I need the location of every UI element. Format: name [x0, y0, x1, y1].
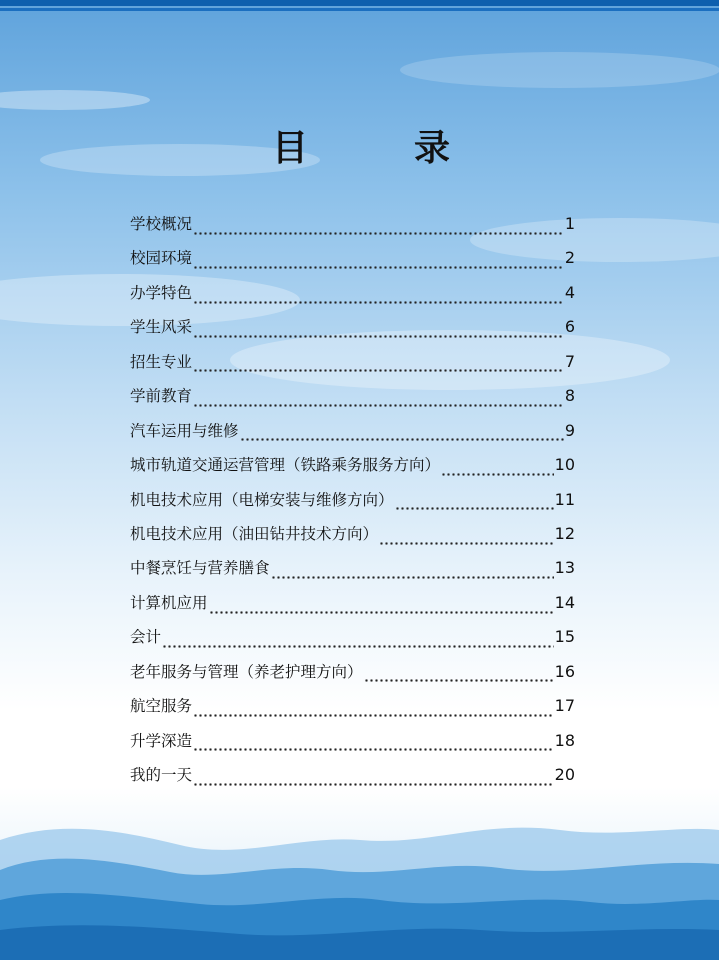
- toc-entry-label: 航空服务: [130, 697, 193, 716]
- leader-dots: [209, 607, 554, 617]
- toc-entry-label: 汽车运用与维修: [130, 421, 239, 440]
- toc-entry[interactable]: [130, 556, 575, 590]
- toc-entry[interactable]: [130, 660, 575, 694]
- toc-entry[interactable]: [130, 694, 575, 728]
- toc-entry-label: 我的一天: [130, 766, 193, 784]
- toc-entry-label: 中餐烹饪与营养膳食: [130, 559, 270, 578]
- toc-entry[interactable]: [130, 625, 575, 659]
- leader-dots: [193, 710, 554, 720]
- toc-entry[interactable]: [130, 246, 575, 280]
- toc-entry-page: 13: [554, 558, 575, 578]
- leader-dots: [193, 745, 554, 755]
- toc-entry-page: 12: [554, 523, 575, 543]
- leader-dots: [364, 676, 554, 686]
- leader-dots: [193, 400, 564, 410]
- title-char-1: 目: [272, 127, 309, 169]
- leader-dots: [193, 228, 564, 238]
- toc-entry-page: 16: [554, 661, 575, 681]
- toc-entry-label: 会计: [130, 628, 162, 647]
- toc-entry-page: 8: [564, 386, 575, 406]
- toc-entry-label: 老年服务与管理（养老护理方向）: [130, 662, 363, 681]
- toc-entry-label: 招生专业: [130, 352, 193, 371]
- toc-entry[interactable]: [130, 384, 575, 418]
- toc-entry-label: 校园环境: [130, 249, 193, 268]
- toc-entry[interactable]: [130, 522, 575, 556]
- toc-entry-page: 7: [564, 351, 575, 371]
- toc-entry-label: 办学特色: [130, 283, 193, 302]
- toc-entry-page: 20: [554, 765, 575, 784]
- toc-entry-page: 9: [564, 420, 575, 440]
- toc-entry-page: 18: [554, 730, 575, 750]
- page-title: [0, 120, 719, 170]
- toc-entry[interactable]: [130, 350, 575, 384]
- leader-dots: [193, 779, 554, 789]
- leader-dots: [162, 641, 554, 651]
- toc-entry-label: 学校概况: [130, 215, 193, 233]
- leader-dots: [193, 263, 564, 273]
- leader-dots: [441, 469, 554, 479]
- toc-entry-page: 11: [554, 489, 575, 509]
- toc-entry[interactable]: [130, 763, 575, 797]
- toc-entry-page: 10: [554, 455, 575, 475]
- toc-entry-page: 1: [564, 214, 575, 233]
- toc-entry-page: 15: [554, 627, 575, 647]
- toc-entry[interactable]: [130, 453, 575, 487]
- leader-dots: [193, 366, 564, 376]
- toc-entry[interactable]: [130, 212, 575, 246]
- leader-dots: [240, 435, 564, 445]
- toc-entry-page: 6: [564, 317, 575, 337]
- toc-entry[interactable]: [130, 488, 575, 522]
- toc-entry-label: 机电技术应用（电梯安装与维修方向）: [130, 490, 394, 509]
- leader-dots: [379, 538, 554, 548]
- toc-entry[interactable]: [130, 591, 575, 625]
- toc-entry[interactable]: [130, 729, 575, 763]
- toc-entry-label: 学生风采: [130, 318, 193, 337]
- toc-entry-page: 17: [554, 696, 575, 716]
- toc-entry-label: 学前教育: [130, 387, 193, 406]
- toc-entry-label: 城市轨道交通运营管理（铁路乘务服务方向）: [130, 456, 441, 475]
- toc-entry-label: 计算机应用: [130, 593, 208, 612]
- toc-entry-label: 升学深造: [130, 731, 193, 750]
- toc-entry-page: 14: [554, 592, 575, 612]
- leader-dots: [193, 332, 564, 342]
- toc-entry-page: 4: [564, 282, 575, 302]
- toc-entry-label: 机电技术应用（油田钻井技术方向）: [130, 524, 379, 543]
- leader-dots: [193, 297, 564, 307]
- toc-entry[interactable]: [130, 281, 575, 315]
- leader-dots: [271, 573, 554, 583]
- leader-dots: [395, 504, 554, 514]
- mountain-landscape-image: [0, 800, 719, 960]
- table-of-contents: [130, 212, 575, 797]
- toc-entry[interactable]: [130, 315, 575, 349]
- toc-entry[interactable]: [130, 419, 575, 453]
- toc-entry-page: 2: [564, 248, 575, 268]
- title-char-2: 录: [414, 127, 451, 169]
